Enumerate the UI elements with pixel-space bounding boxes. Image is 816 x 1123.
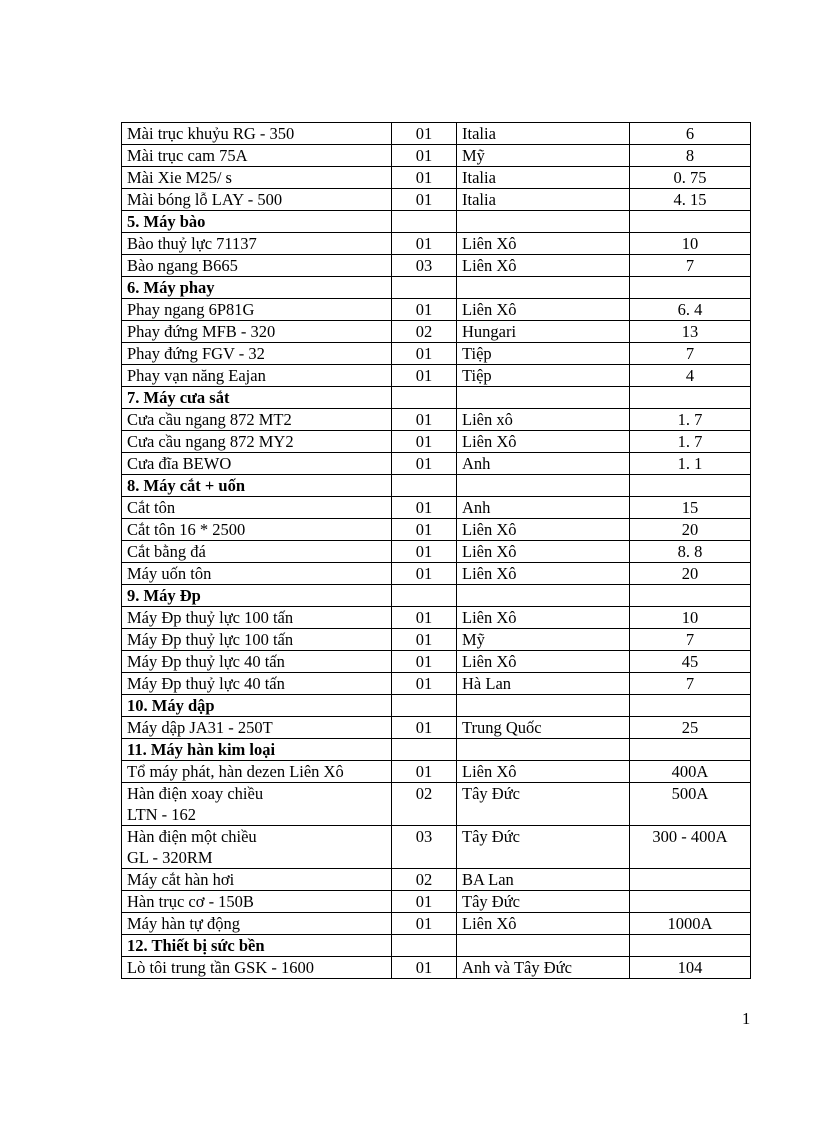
- cell-name: Mài trục cam 75A: [122, 145, 392, 167]
- cell-origin: Liên xô: [457, 409, 630, 431]
- cell-quantity: 03: [392, 826, 457, 869]
- cell-origin: Tiệp: [457, 343, 630, 365]
- cell-quantity: 01: [392, 607, 457, 629]
- cell-quantity: [392, 739, 457, 761]
- cell-name: 7. Máy cưa sắt: [122, 387, 392, 409]
- cell-power: [630, 387, 751, 409]
- cell-power: 300 - 400A: [630, 826, 751, 869]
- cell-power: 1000A: [630, 913, 751, 935]
- cell-quantity: 01: [392, 343, 457, 365]
- table-body: [122, 123, 751, 979]
- cell-power: 104: [630, 957, 751, 979]
- cell-power: [630, 475, 751, 497]
- table-row: [122, 233, 751, 255]
- cell-origin: [457, 739, 630, 761]
- cell-origin: Liên Xô: [457, 233, 630, 255]
- section-header-row: [122, 695, 751, 717]
- table-row: [122, 189, 751, 211]
- cell-quantity: [392, 585, 457, 607]
- table-row: [122, 255, 751, 277]
- section-header-row: [122, 935, 751, 957]
- cell-name: Mài Xie M25/ s: [122, 167, 392, 189]
- cell-origin: [457, 585, 630, 607]
- cell-name: Cắt tôn 16 * 2500: [122, 519, 392, 541]
- table-row: [122, 717, 751, 739]
- cell-name: Phay vạn năng Eajan: [122, 365, 392, 387]
- table-row: [122, 409, 751, 431]
- table-row: [122, 651, 751, 673]
- cell-power: [630, 585, 751, 607]
- cell-name: Phay đứng FGV - 32: [122, 343, 392, 365]
- cell-origin: [457, 695, 630, 717]
- cell-power: 13: [630, 321, 751, 343]
- cell-origin: BA Lan: [457, 869, 630, 891]
- table-row: [122, 365, 751, 387]
- cell-name: Máy Đp thuỷ lực 100 tấn: [122, 607, 392, 629]
- cell-power: 4: [630, 365, 751, 387]
- cell-quantity: 01: [392, 519, 457, 541]
- cell-power: 7: [630, 629, 751, 651]
- cell-power: 6. 4: [630, 299, 751, 321]
- cell-origin: Trung Quốc: [457, 717, 630, 739]
- cell-name: Hàn điện xoay chiều LTN - 162: [122, 783, 392, 826]
- table-row: [122, 826, 751, 869]
- cell-quantity: 01: [392, 761, 457, 783]
- cell-name: Máy Đp thuỷ lực 100 tấn: [122, 629, 392, 651]
- cell-quantity: 01: [392, 497, 457, 519]
- cell-power: 7: [630, 255, 751, 277]
- cell-quantity: 01: [392, 299, 457, 321]
- cell-name: Mài trục khuỷu RG - 350: [122, 123, 392, 145]
- cell-quantity: 03: [392, 255, 457, 277]
- cell-origin: Mỹ: [457, 145, 630, 167]
- cell-origin: [457, 277, 630, 299]
- cell-power: 7: [630, 673, 751, 695]
- cell-name: Lò tôi trung tần GSK - 1600: [122, 957, 392, 979]
- table-row: [122, 519, 751, 541]
- cell-name: 10. Máy dập: [122, 695, 392, 717]
- cell-name: Mài bóng lỗ LAY - 500: [122, 189, 392, 211]
- cell-origin: Liên Xô: [457, 541, 630, 563]
- cell-power: 1. 1: [630, 453, 751, 475]
- cell-quantity: 01: [392, 717, 457, 739]
- cell-origin: [457, 387, 630, 409]
- cell-power: 4. 15: [630, 189, 751, 211]
- cell-power: 15: [630, 497, 751, 519]
- cell-origin: Tây Đức: [457, 783, 630, 826]
- cell-origin: Liên Xô: [457, 299, 630, 321]
- cell-power: [630, 277, 751, 299]
- page-number: 1: [742, 1009, 751, 1028]
- cell-name: Cưa đĩa BEWO: [122, 453, 392, 475]
- cell-origin: [457, 935, 630, 957]
- table-row: [122, 607, 751, 629]
- table-row: [122, 321, 751, 343]
- cell-power: 7: [630, 343, 751, 365]
- cell-name: Tổ máy phát, hàn dezen Liên Xô: [122, 761, 392, 783]
- cell-origin: Anh và Tây Đức: [457, 957, 630, 979]
- section-header-row: [122, 211, 751, 233]
- cell-name: Máy hàn tự động: [122, 913, 392, 935]
- cell-power: [630, 211, 751, 233]
- cell-name: 8. Máy cắt + uốn: [122, 475, 392, 497]
- cell-power: [630, 695, 751, 717]
- cell-power: [630, 935, 751, 957]
- table-row: [122, 343, 751, 365]
- cell-quantity: 01: [392, 123, 457, 145]
- cell-origin: Liên Xô: [457, 563, 630, 585]
- cell-name: 9. Máy Đp: [122, 585, 392, 607]
- cell-power: [630, 891, 751, 913]
- cell-origin: Tiệp: [457, 365, 630, 387]
- table-row: [122, 497, 751, 519]
- table-row: [122, 869, 751, 891]
- table-row: [122, 167, 751, 189]
- cell-name: Phay ngang 6P81G: [122, 299, 392, 321]
- cell-name: 5. Máy bào: [122, 211, 392, 233]
- cell-power: 500A: [630, 783, 751, 826]
- cell-quantity: 01: [392, 145, 457, 167]
- section-header-row: [122, 387, 751, 409]
- cell-origin: Italia: [457, 167, 630, 189]
- cell-power: [630, 739, 751, 761]
- cell-origin: Tây Đức: [457, 826, 630, 869]
- table-row: [122, 299, 751, 321]
- cell-quantity: 01: [392, 365, 457, 387]
- cell-name: 6. Máy phay: [122, 277, 392, 299]
- equipment-table: [121, 122, 751, 979]
- cell-origin: Liên Xô: [457, 607, 630, 629]
- cell-quantity: [392, 475, 457, 497]
- cell-name: Máy cắt hàn hơi: [122, 869, 392, 891]
- cell-quantity: [392, 935, 457, 957]
- cell-origin: Mỹ: [457, 629, 630, 651]
- cell-origin: Liên Xô: [457, 519, 630, 541]
- cell-name: Máy Đp thuỷ lực 40 tấn: [122, 673, 392, 695]
- cell-quantity: 01: [392, 957, 457, 979]
- cell-power: 10: [630, 233, 751, 255]
- table-row: [122, 891, 751, 913]
- table-row: [122, 541, 751, 563]
- cell-quantity: 01: [392, 453, 457, 475]
- cell-origin: Liên Xô: [457, 913, 630, 935]
- cell-quantity: 01: [392, 563, 457, 585]
- cell-name: Hàn trục cơ - 150B: [122, 891, 392, 913]
- cell-name: Cắt bằng đá: [122, 541, 392, 563]
- cell-origin: Italia: [457, 189, 630, 211]
- cell-quantity: 02: [392, 321, 457, 343]
- cell-origin: Anh: [457, 453, 630, 475]
- cell-quantity: [392, 387, 457, 409]
- cell-name: Hàn điện một chiều GL - 320RM: [122, 826, 392, 869]
- table-row: [122, 761, 751, 783]
- table-row: [122, 563, 751, 585]
- table-row: [122, 123, 751, 145]
- cell-origin: Tây Đức: [457, 891, 630, 913]
- cell-quantity: [392, 277, 457, 299]
- cell-quantity: 01: [392, 167, 457, 189]
- section-header-row: [122, 585, 751, 607]
- cell-power: 1. 7: [630, 409, 751, 431]
- cell-power: 8: [630, 145, 751, 167]
- cell-name: Cưa cầu ngang 872 MY2: [122, 431, 392, 453]
- cell-quantity: 01: [392, 233, 457, 255]
- cell-name: Bào ngang B665: [122, 255, 392, 277]
- cell-quantity: [392, 695, 457, 717]
- cell-quantity: 01: [392, 431, 457, 453]
- cell-power: 25: [630, 717, 751, 739]
- table-row: [122, 673, 751, 695]
- table-row: [122, 145, 751, 167]
- cell-quantity: [392, 211, 457, 233]
- cell-origin: Hà Lan: [457, 673, 630, 695]
- cell-origin: [457, 211, 630, 233]
- cell-origin: Hungari: [457, 321, 630, 343]
- cell-quantity: 01: [392, 189, 457, 211]
- cell-name: Máy dập JA31 - 250T: [122, 717, 392, 739]
- cell-origin: [457, 475, 630, 497]
- cell-power: 6: [630, 123, 751, 145]
- cell-quantity: 01: [392, 913, 457, 935]
- cell-power: 20: [630, 563, 751, 585]
- cell-power: 400A: [630, 761, 751, 783]
- cell-origin: Anh: [457, 497, 630, 519]
- section-header-row: [122, 277, 751, 299]
- cell-name: Cắt tôn: [122, 497, 392, 519]
- cell-power: 8. 8: [630, 541, 751, 563]
- cell-power: 20: [630, 519, 751, 541]
- cell-quantity: 01: [392, 651, 457, 673]
- cell-origin: Liên Xô: [457, 651, 630, 673]
- section-header-row: [122, 475, 751, 497]
- cell-quantity: 01: [392, 541, 457, 563]
- cell-power: [630, 869, 751, 891]
- cell-quantity: 01: [392, 629, 457, 651]
- table-row: [122, 957, 751, 979]
- cell-origin: Liên Xô: [457, 255, 630, 277]
- table-row: [122, 453, 751, 475]
- cell-name: Bào thuỷ lực 71137: [122, 233, 392, 255]
- cell-name: Máy uốn tôn: [122, 563, 392, 585]
- section-header-row: [122, 739, 751, 761]
- cell-quantity: 02: [392, 869, 457, 891]
- cell-quantity: 01: [392, 409, 457, 431]
- cell-origin: Italia: [457, 123, 630, 145]
- table-row: [122, 629, 751, 651]
- cell-origin: Liên Xô: [457, 431, 630, 453]
- cell-power: 0. 75: [630, 167, 751, 189]
- table-row: [122, 783, 751, 826]
- cell-power: 10: [630, 607, 751, 629]
- cell-quantity: 01: [392, 673, 457, 695]
- cell-name: Máy Đp thuỷ lực 40 tấn: [122, 651, 392, 673]
- cell-quantity: 02: [392, 783, 457, 826]
- cell-origin: Liên Xô: [457, 761, 630, 783]
- cell-quantity: 01: [392, 891, 457, 913]
- cell-name: Cưa cầu ngang 872 MT2: [122, 409, 392, 431]
- cell-name: 12. Thiết bị sức bền: [122, 935, 392, 957]
- cell-name: 11. Máy hàn kim loại: [122, 739, 392, 761]
- table-row: [122, 431, 751, 453]
- cell-power: 45: [630, 651, 751, 673]
- cell-power: 1. 7: [630, 431, 751, 453]
- table-row: [122, 913, 751, 935]
- cell-name: Phay đứng MFB - 320: [122, 321, 392, 343]
